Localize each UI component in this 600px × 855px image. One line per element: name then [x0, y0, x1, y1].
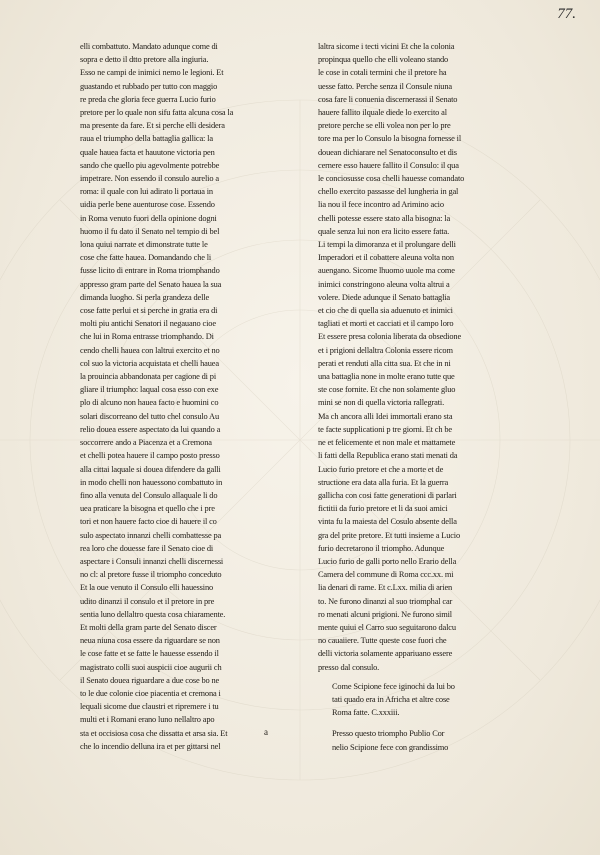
text-line: quale senza lui non era licito essere fatta.	[318, 226, 450, 236]
text-line: cernere esso hauere fallito il Consulo: il qua	[318, 160, 459, 170]
text-line: Lucio furio de galli porto nello Erario della	[318, 556, 457, 566]
text-line: impetrare. Non essendo il consulo aurelio a	[80, 174, 219, 184]
text-line: auengano. Sicome lhuomo uuole ma come	[318, 266, 455, 276]
text-line: hauere fallito ilquale diede lo exercito al	[318, 108, 447, 118]
text-line: ne et felicemente et non male et mattamete	[318, 438, 456, 448]
text-line: in Roma venuto fuori della opinione dogni	[80, 213, 217, 223]
text-line: uesse fatto. Perche senza il Consule niuna	[318, 81, 452, 91]
text-line: Come Scipione fece iginochi da lui bo	[332, 681, 455, 691]
text-line: appresso gram parte del Senato hauea la sua	[80, 279, 222, 289]
text-line: chello exercito passasse del lungheria in gal	[318, 187, 459, 197]
text-line: fusse licito di entrare in Roma triomphando	[80, 266, 220, 276]
text-line: Presso questo triompho Publio Cor	[332, 729, 445, 739]
text-line: Ma ch ancora alli Idei immortali erano sta	[318, 411, 453, 421]
text-line: tore ma per lo Consulo la bisogna fornesse il	[318, 134, 462, 144]
text-line: soccorrere ando a Piacenza et a Cremona	[80, 438, 212, 448]
text-line: roma: il quale con lui adirato li portaua in	[80, 187, 213, 197]
text-line: che lo incendio delluna ira et per gittarsi nel	[80, 741, 221, 751]
text-line: gallicha con cosi fatte generationi di parlari	[318, 490, 457, 500]
text-line: elli combattuto. Mandato adunque come di	[80, 42, 218, 51]
text-line: douean dichiarare nel Senatoconsulto et dis	[318, 147, 457, 157]
right-text-column	[264, 40, 533, 754]
text-line: sopra e detto il dtto pretore alla ingiuria.	[80, 55, 209, 65]
text-line: to. Ne furono dinanzi al suo triomphal car	[318, 596, 453, 606]
text-line: cosa fare li conuenia discernerassi il Senato	[318, 94, 458, 104]
text-line: ste cose fornite. Et che non solamente gluo	[318, 385, 456, 395]
text-line: tori et non hauere facto cioe di hauere il co	[80, 517, 217, 527]
text-line: alla cittai laquale si douea difendere da galli	[80, 464, 221, 474]
text-line: Li tempi la dimoranza et il prolungare delli	[318, 240, 456, 250]
text-line: tati quado era in Africha et altre cose	[332, 694, 450, 704]
text-line: quale hauea facta et hauutone victoria pen	[80, 147, 215, 157]
text-line: ma presente da fare. Et si perche elli desidera	[80, 121, 225, 131]
text-line: Et la oue venuto il Consulo elli hauessino	[80, 583, 214, 593]
text-line: sentia luno dellaltro questa cosa chiaramente.	[80, 609, 226, 619]
text-line: sulo aspectato innanzi chelli combattesse pa	[80, 530, 222, 540]
chapter-heading	[332, 680, 533, 720]
text-line: inimici constringono aleuna volta altrui a	[318, 279, 450, 289]
chapter-text	[318, 727, 533, 753]
text-line: le cose in cotali termini che il pretore ha	[318, 68, 447, 78]
text-line: plo di alcuno non hauea facto e huomini co	[80, 398, 219, 408]
text-line: che lui in Roma entrasse triomphando. Di	[80, 332, 214, 342]
text-line: vinta fu la maiesta del Cosulo absente della	[318, 517, 457, 527]
text-line: volere. Diede adunque il Senato battaglia	[318, 292, 450, 302]
text-line: Roma fatte. C.xxxiii.	[332, 708, 400, 718]
chapter-start	[264, 727, 533, 753]
text-line: la prouincia abbandonata per cagione di pi	[80, 372, 217, 382]
text-line: Imperadori et il cobattere aleuna volta non	[318, 253, 454, 263]
text-line: relio douea essere aspectato da lui quando a	[80, 424, 221, 434]
text-line: li fatti della Republica erano stati menati da	[318, 451, 458, 461]
text-line: furio decretarono il triompho. Adunque	[318, 543, 445, 553]
text-line: dimanda luogho. Si perla grandeza delle	[80, 292, 210, 302]
text-line: lequali sicome due claustri et ripremere i tu	[80, 702, 219, 712]
text-line: laltra sicome i tecti vicini Et che la colonia	[318, 42, 455, 51]
text-line: ro menati alcuni prigioni. Ne furono simil	[318, 609, 452, 619]
text-line: presso dal consulo.	[318, 662, 380, 672]
text-line: fino alla venuta del Consulo allaquale li do	[80, 490, 218, 500]
text-line: Lucio furio pretore et che a morte et de	[318, 464, 444, 474]
text-line: chelli potesse essere stato alla bisogna: la	[318, 213, 451, 223]
text-line: lia denari di rame. Et c.Lxx. milia di arien	[318, 583, 453, 593]
text-line: molti piu antichi Senatori il negauano cioe	[80, 319, 216, 329]
text-line: structione era data alla furia. Et la guerra	[318, 477, 449, 487]
text-line: uea praticare la bisogna et quello che i pre	[80, 504, 215, 514]
text-line: le cose fatte et se fatte le hauesse essendo il	[80, 649, 219, 659]
text-line: mini se non di quella victoria rallegrati.	[318, 398, 445, 408]
left-text-column	[80, 40, 295, 753]
text-line: magistrato colli suoi auspicii cioe augurii ch	[80, 662, 222, 672]
text-line: lona quiui narrate et dimonstrate tutte le	[80, 240, 208, 250]
text-line: tagliati et morti et cacciati et il campo loro	[318, 319, 454, 329]
text-line: il Senato douea riguardare a due cose bo ne	[80, 675, 220, 685]
text-line: raua el triumpho della battaglia gallica: la	[80, 134, 213, 144]
text-line: udito dinanzi il consulo et il pretore in pre	[80, 596, 215, 606]
text-line: in modo chelli non hauessono combattuto in	[80, 477, 223, 487]
text-line: nelio Scipione fece con grandissimo	[332, 742, 449, 752]
text-line: neua niuna cosa essere da riguardare se non	[80, 636, 220, 646]
text-line: solari discorreano del tutto chel consulo Au	[80, 411, 219, 421]
text-line: to le due colonie cioe piacentia et cremona i	[80, 688, 221, 698]
text-line: uidia perle bene auenturose cose. Essendo	[80, 200, 215, 210]
text-line: pretore per lo quale non sifu fatta alcuna cosa la	[80, 108, 234, 118]
text-line: pretore perche se elli volea non per lo pre	[318, 121, 451, 131]
text-line: re preda che gloria fece guerra Lucio furio	[80, 94, 216, 104]
text-line: le conciosusse cosa chelli hauesse comandato	[318, 174, 465, 184]
text-line: fictitii da furio pretore et li da suoi amici	[318, 504, 448, 514]
text-line: cose che fatte hauea. Domandando che li	[80, 253, 212, 263]
text-line: huomo il fu dato il Senato nel tempio di bel	[80, 226, 220, 236]
text-line: et i prigioni dellaltra Colonia essere ricom	[318, 345, 453, 355]
text-line: sta et occisiosa cosa che dissatta et arsa sia. Et	[80, 728, 228, 738]
text-line: Camera del commune di Roma ccc.xx. mi	[318, 570, 454, 580]
text-line: sando che quello piu agevolmente potrebbe	[80, 160, 220, 170]
text-line: no cauaiiere. Tutte queste cose fuori che	[318, 636, 447, 646]
text-line: cose fatte perlui et si perche in gratia era di	[80, 306, 218, 316]
text-line: gra del prite pretore. Et tutti insieme a Lucio	[318, 530, 461, 540]
text-line: lia nou il fece incontro ad Arimino acio	[318, 200, 444, 210]
text-line: gliare il triumpho: laqual cosa esso con exe	[80, 385, 219, 395]
text-line: guastando et rubbado per tutto con maggio	[80, 81, 218, 91]
text-line: mente quiui el Carro suo seguitarono dalcu	[318, 622, 456, 632]
text-line: perati et renduti alla citta sua. Et che in ni	[318, 358, 451, 368]
text-line: multi et i Romani erano luno nellaltro apo	[80, 715, 215, 725]
text-line: Et essere presa colonia liberata da obsedione	[318, 332, 462, 342]
text-line: Esso ne campi de inimici nemo le legioni. Et	[80, 68, 224, 78]
text-line: Et molti della gram parte del Senato discer	[80, 622, 217, 632]
right-column-lines	[318, 40, 533, 674]
folio-number: 77.	[557, 6, 576, 22]
text-line: te facte supplicationi p tre giorni. Et ch be	[318, 424, 452, 434]
text-line: una battaglia none in molte erano tutte que	[318, 372, 455, 382]
text-line: cendo chelli hauea con laltrui exercito et no	[80, 345, 220, 355]
text-line: no cl: al pretore fusse il triompho conceduto	[80, 570, 222, 580]
text-line: rea loro che douesse fare il Senato cioe di	[80, 543, 214, 553]
text-line: et cio che di quella sia aduenuto et inimici	[318, 306, 453, 316]
chapter-marker: a	[264, 727, 268, 738]
text-line: aspectare i Consuli innanzi chelli discernessi	[80, 556, 224, 566]
text-line: propinqua quello che elli voleano stando	[318, 55, 449, 65]
text-line: col suo la victoria acquistata et chelli hauea	[80, 358, 219, 368]
text-line: et chelli potea hauere il campo posto presso	[80, 451, 220, 461]
text-line: delli victoria solamente appariuano essere	[318, 649, 453, 659]
